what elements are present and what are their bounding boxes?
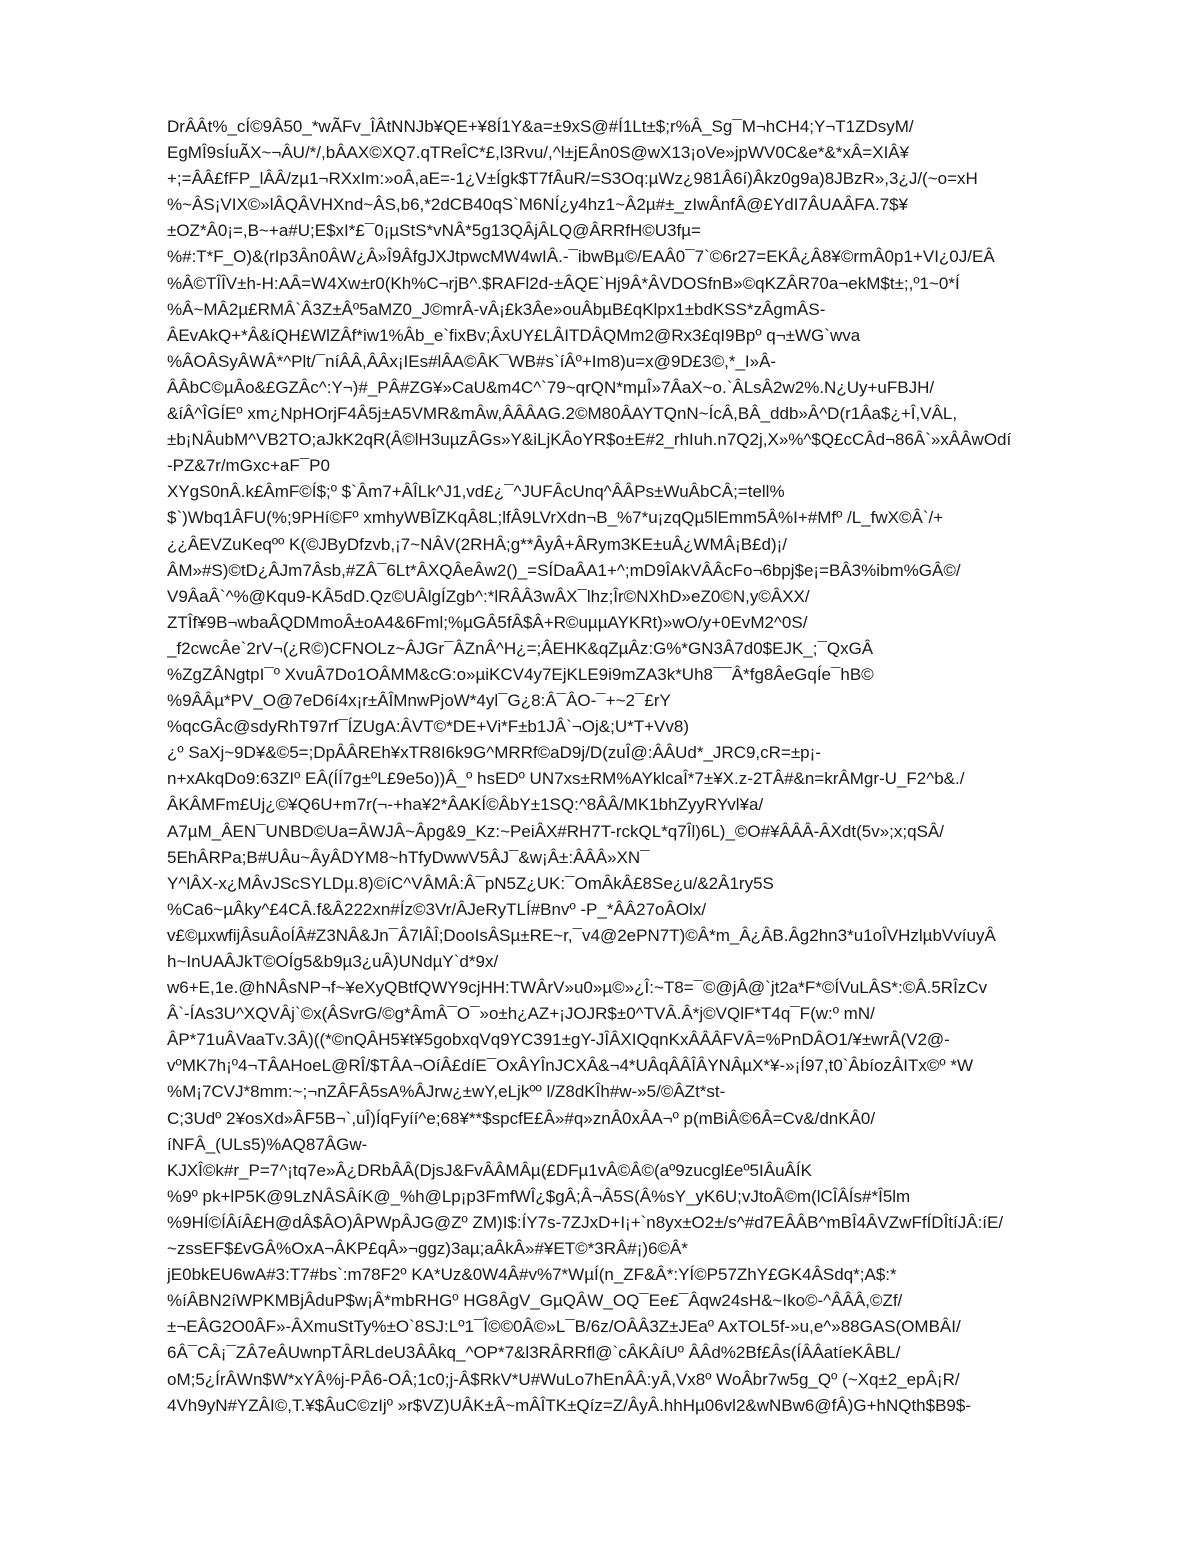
text-line: %íÂBN2íWPKMBjÂduP$w¡Â*mbRHGº HG8ÂgV_GµQÂW_OQ¯Ee£¯Âqw24sH&~Iko©-^ÂÂÂ,©Zf/ — [167, 1291, 903, 1311]
text-line: %Â~MÂ2µ£RMÂ`Â3Z±Âº5aMZ0_J©mrÂ-vÂ¡£k3Âe»ouÂbµB£qKlpx1±bdKSS*zÂgmÂS- — [167, 299, 826, 319]
text-line: ÂÂbC©µÂo&£GZÂc^:Y¬)#_PÂ#ZG¥»CaU&m4C^`79~qrQN*mµÎ»7ÂaX~o.`ÂLsÂ2w2%.N¿Uy+uFBJH/ — [167, 377, 935, 397]
text-line: ÂEvAkQ+*Â&íQH£WlZÂf*iw1%Âb_e`fixBv;ÂxUY£LÂITDÂQMm2@Rx3£qI9Bpº q¬±WG`wva — [167, 325, 861, 345]
text-line: A7µM_ÂEN¯UNBD©Ua=ÂWJÂ~Âpg&9_Kz:~PeiÂX#RH7T-rckQL*q7Îl)6L)_©O#¥ÂÂÂ-ÂXdt(5v»;x;qSÂ/ — [167, 821, 944, 841]
text-line: Â`-ÍAs3U^XQVÂj`©x(ÂSvrG/©g*ÂmÂ¯O¯»o±h¿AZ+¡JOJR$±0^TVÂ.Â*j©VQlF*T4q¯F(w:º mN/ — [167, 1004, 875, 1024]
text-line: &íÂ^ÎGÍEº xm¿NpHOrjF4Â5j±A5VMR&mÂw,ÂÂÂAG.2©M80ÂAYTQnN~ÍcÂ,BÂ_ddb»Â^D(r1Âa$¿+Î,VÂL, — [167, 404, 958, 424]
text-line: vºMK7h¡º4¬TÂAHoeL@RÎ/$TÂA¬OíÂ£díE¯OxÂYÎnJCXÂ&¬4*UÂqÂÂÎÂYNÂµX*¥-»¡Í97,t0`ÂbíozÂITx©º *W — [167, 1056, 973, 1076]
text-line: %ZgZÂNgtpI¯º XvuÂ7Do1OÂMM&cG:o»µiKCV4y7EjKLE9i9mZA3k*Uh8¯¯Â*fg8ÂeGqÍe¯hB© — [167, 664, 874, 684]
text-line: ~zssEF$£vGÂ%OxA¬ÂKP£qÂ»¬ggz)3aµ;aÂkÂ»#¥ET©*3RÂ#¡)6©Â* — [167, 1239, 689, 1259]
text-line: v£©µxwfijÂsuÂoÍÂ#Z3NÂ&Jn¯Â7lÂÎ;DooIsÂSµ±RE~r,¯v4@2ePN7T)©Â*m_Â¿ÂB.Âg2hn3*u1oÎVHzlµbVvíuyÂ — [167, 925, 996, 945]
text-line: %M¡7CVJ*8mm:~;¬nZÂFÂ5sA%ÂJrw¿±wY,eLjkºº l/Z8dKÎh#w-»5/©ÂZt*st- — [167, 1082, 726, 1102]
text-line: DrÂÂt%_cÍ©9Â50_*wÃFv_ÎÂtNNJb¥QE+¥8Í1Y&a=±9xS@#Í1Lt±$;r%Â_Sg¯M¬hCH4;Y¬T1ZDsyM/ — [167, 117, 914, 136]
text-line: %qcGÂc@sdyRhT97rf¯ÍZUgA:ÂVT©*DE+Vi*F±b1JÂ`¬Oj&;U*T+Vv8) — [167, 717, 689, 737]
text-line: íNFÂ_(ULs5)%AQ87ÂGw- — [167, 1134, 368, 1154]
text-line: $`)Wbq1ÂFU(%;9PHí©Fº xmhyWBÎZKqÂ8L;lfÂ9LVrXdn¬B_%7*u¡zqQµ5lEmm5Â%I+#Mfº /L_fwX©Â`/+ — [167, 508, 944, 528]
text-line: 6Â¯CÂ¡¯ZÂ7eÂUwnpTÂRLdeU3ÂÂkq_^OP*7&l3RÂRRfl@`cÂKÂíUº ÂÂd%2Bf£Âs(ÍÂÂatíeKÂBL/ — [167, 1343, 901, 1363]
text-line: oM;5¿ÍrÂWn$W*xYÂ%j-PÂ6-OÂ;1c0;j-Â$RkV*U#WuLo7hEnÂÂ:yÂ,Vx8º WoÂbr7w5g_Qº (~Xq±2_epÂ¡R/ — [167, 1369, 960, 1389]
text-line: XYgS0nÂ.k£ÂmF©Í$;º $`Âm7+ÂÎLk^J1,vd£¿¯^JUFÂcUnq^ÂÂPs±WuÂbCÂ;=tell% — [167, 482, 785, 502]
text-line: w6+E,1e.@hNÂsNP¬f~¥eXyQBtfQWY9cjHH:TWÂrV»u0»µ©»¿Î:~T8=¯©@jÂ@`jt2a*F*©ÍVuLÂS*:©Â.5RÎzCv — [167, 978, 988, 998]
text-line: ÂP*71uÂVaaTv.3Â)((*©nQÂH5¥t¥5gobxqVq9YC391±gY-JÎÂXIQqnKxÂÂÂFVÂ=%PnDÂO1/¥±wrÂ(V2@- — [167, 1030, 950, 1050]
text-line: V9ÂaÂ`^%@Kqu9-KÂ5dD.Qz©UÂlgÍZgb^:*lRÂÂ3wÂX¯lhz;Îr©NXhD»eZ0©N,y©ÂXX/ — [167, 586, 810, 606]
text-line: %9HÍ©ÍÂíÂ£H@dÂ$ÂO)ÂPWpÂJG@Zº ZM)I$:ÍY7s-7ZJxD+I¡+`n8yx±O2±/s^#d7EÂÂB^mBÎ4ÂVZwFfÍDÎtíJÂ:íE/ — [167, 1212, 1004, 1232]
text-line: ±OZ*Â0¡=,B~+a#U;E$xI*£¯0¡µStS*vNÂ*5g13QÂjÂLQ@ÂRRfH©U3fµ= — [167, 221, 701, 241]
text-line: n+xAkqDo9:63ZIº EÂ(ÍÍ7g±ºL£9e5o))Â_º hsEDº UN7xs±RM%AYklcaÎ*7±¥X.z-2TÂ#&n=krÂMgr-U_F2^b&./ — [167, 769, 965, 789]
text-line: ÂM»#S)©tD¿ÂJm7Âsb,#ZÂ¯6Lt*ÂXQÂeÂw2()_=SÍDaÂA1+^;mD9ÎAkVÂÂcFo¬6bpj$e¡=BÂ3%ibm%GÂ©/ — [167, 560, 961, 580]
text-line: +;=ÂÂ£fFP_lÂÂ/zµ1¬RXxIm:»oÂ,aE=-1¿V±Ígk$T7fÂuR/=S3Oq:µWz¿981Â6í)Âkz0g9a)8JBzR»,3¿J/(~o=xH — [167, 169, 978, 189]
text-line: 5EhÂRPa;B#UÂu~ÂyÂDYM8~hTfyDwwV5ÂJ¯&w¡Â±:ÂÂÂ»XN¯ — [167, 847, 650, 867]
text-line: %Ca6~µÂky^£4CÂ.f&Â222xn#Íz©3Vr/ÂJeRyTLÍ#Bnvº -P_*ÂÂ27oÂOlx/ — [167, 899, 707, 919]
text-line: C;3Udº 2¥osXd»ÂF5B¬`,uÎ)ÍqFyíí^e;68¥**$spcfE£Â»#q»znÂ0xÂA¬º p(mBiÂ©6Â=Cv&/dnKÂ0/ — [167, 1108, 876, 1128]
text-line: h~InUAÂJkT©OÍg5&b9µ3¿uÂ)UNdµY`d*9x/ — [167, 952, 499, 971]
text-line: jE0bkEU6wA#3:T7#bs`:m78F2º KA*Uz&0W4Â#v%7*WµÍ(n_ZF&Â*:YÍ©P57ZhY£GK4ÂSdq*;A$:* — [167, 1265, 897, 1285]
body-text — [167, 114, 1127, 1419]
text-line: ¿º SaXj~9D¥&©5=;DpÂÂREh¥xTR8I6k9G^MRRf©aD9j/D(zuÎ@:ÂÂUd*_JRC9,cR=±p¡- — [167, 743, 821, 763]
text-line: ZTÎf¥9B¬wbaÂQDMmoÂ±oA4&6Fml;%µGÂ5fÂ$Â+R©uµµAYKRt)»wO/y+0EvM2^0S/ — [167, 612, 808, 632]
text-line: _f2cwcÂe`2rV¬(¿R©)CFNOLz~ÂJGr¯ÂZnÂ^H¿=;ÂEHK&qZµÂz:G%*GN3Â7d0$EJK_;¯QxGÂ — [167, 638, 874, 658]
text-line: ¿¿ÂEVZuKeqºº K(©JByDfzvb,¡7~NÂV(2RHÂ;g**ÂyÂ+ÂRym3KE±uÂ¿WMÂ¡B£d)¡/ — [167, 534, 787, 554]
text-line: KJXÎ©k#r_P=7^¡tq7e»Â¿DRbÂÂ(DjsJ&FvÂÂMÂµ(£DFµ1vÂ©Â©(aº9zucgl£eº5IÂuÂÍK — [167, 1160, 812, 1180]
text-line: %9º pk+lP5K@9LzNÂSÂíK@_%h@Lp¡p3FmfWÎ¿$gÂ;Â¬Â5S(Â%sY_yK6U;vJtoÂ©m(lCÎÂÍs#*Î5lm — [167, 1186, 911, 1206]
text-line: %9ÂÂµ*PV_O@7eD6í4x¡r±ÂÎMnwPjoW*4yl¯G¿8:Â¯ÂO-¯+~2¯£rY — [167, 691, 671, 711]
text-line: 4Vh9yN#YZÂI©,T.¥$ÂuC©zIjº »r$VZ)UÂK±Â~mÂÎTK±Qíz=Z/ÂyÂ.hhHµ06vl2&wNBw6@fÂ)G+hNQth$B9$- — [167, 1395, 972, 1415]
text-line: %ÂOÂSyÂWÂ*^Plt/¯níÂÂ,ÂÂx¡IEs#lÂA©ÂK¯WB#s`íÂº+Im8)u=x@9D£3©,*_I»Â- — [167, 351, 777, 371]
text-line: Y^lÂX-x¿MÂvJScSYLDµ.8)©íC^VÂMÂ:Â¯pN5Z¿UK:¯OmÂkÂ£8Se¿u/&2Â1ry5S — [167, 873, 774, 893]
text-line: ±b¡NÂubM^VB2TO;aJkK2qR(Â©lH3uµzÂGs»Y&iLjKÂoYR$o±E#2_rhIuh.n7Q2j,X»%^$Q£cCÂd¬86Â`»xÂÂwOdí — [167, 430, 1012, 450]
text-line: %#:T*F_O)&(rIp3Ân0ÂW¿Â»Î9ÂfgJXJtpwcMW4wIÂ.-¯ibwBµ©/EAÂ0¯7`©6r27=EKÂ¿Â8¥©rmÂ0p1+VI¿0J/EÂ — [167, 247, 995, 267]
text-line: ±¬EÂG2O0ÂF»-ÂXmuStTy%±O`8SJ:Lº1¯Î©©0Â©»L¯B/6z/OÂÂ3Z±JEaº AxTOL5f-»u,e^»88GAS(OMBÂI/ — [167, 1317, 961, 1337]
text-line: %~ÂS¡VIX©»lÂQÂVHXnd~ÂS,b6,*2dCB40qS`M6NÍ¿y4hz1~Â2µ#±_zIwÂnfÂ@£YdI7ÂUAÂFA.7$¥ — [167, 195, 909, 215]
text-line: %Â©TÎÎV±h-H:AÂ=W4Xw±r0(Kh%C¬rjB^.$RAFl2d-±ÂQE`Hj9Â*ÂVDOSfnB»©qKZÂR70a¬ekM$t±;,º1~0*Í — [167, 273, 960, 293]
text-line: ÂKÂMFm£Uj¿©¥Q6U+m7r(¬-+ha¥2*ÂAKÍ©ÂbY±1SQ:^8ÂÂ/MK1bhZyyRYvl¥a/ — [167, 795, 764, 815]
text-line: EgMÎ9sÍuÃX~¬ÂU/*/,bÂAX©XQ7.qTReÎC*£,l3Rvu/,^l±jEÂn0S@wX13¡oVe»jpWV0C&e*&*xÂ=XIÂ¥ — [167, 143, 910, 163]
text-line: -PZ&7r/mGxc+aF¯P0 — [167, 456, 330, 476]
